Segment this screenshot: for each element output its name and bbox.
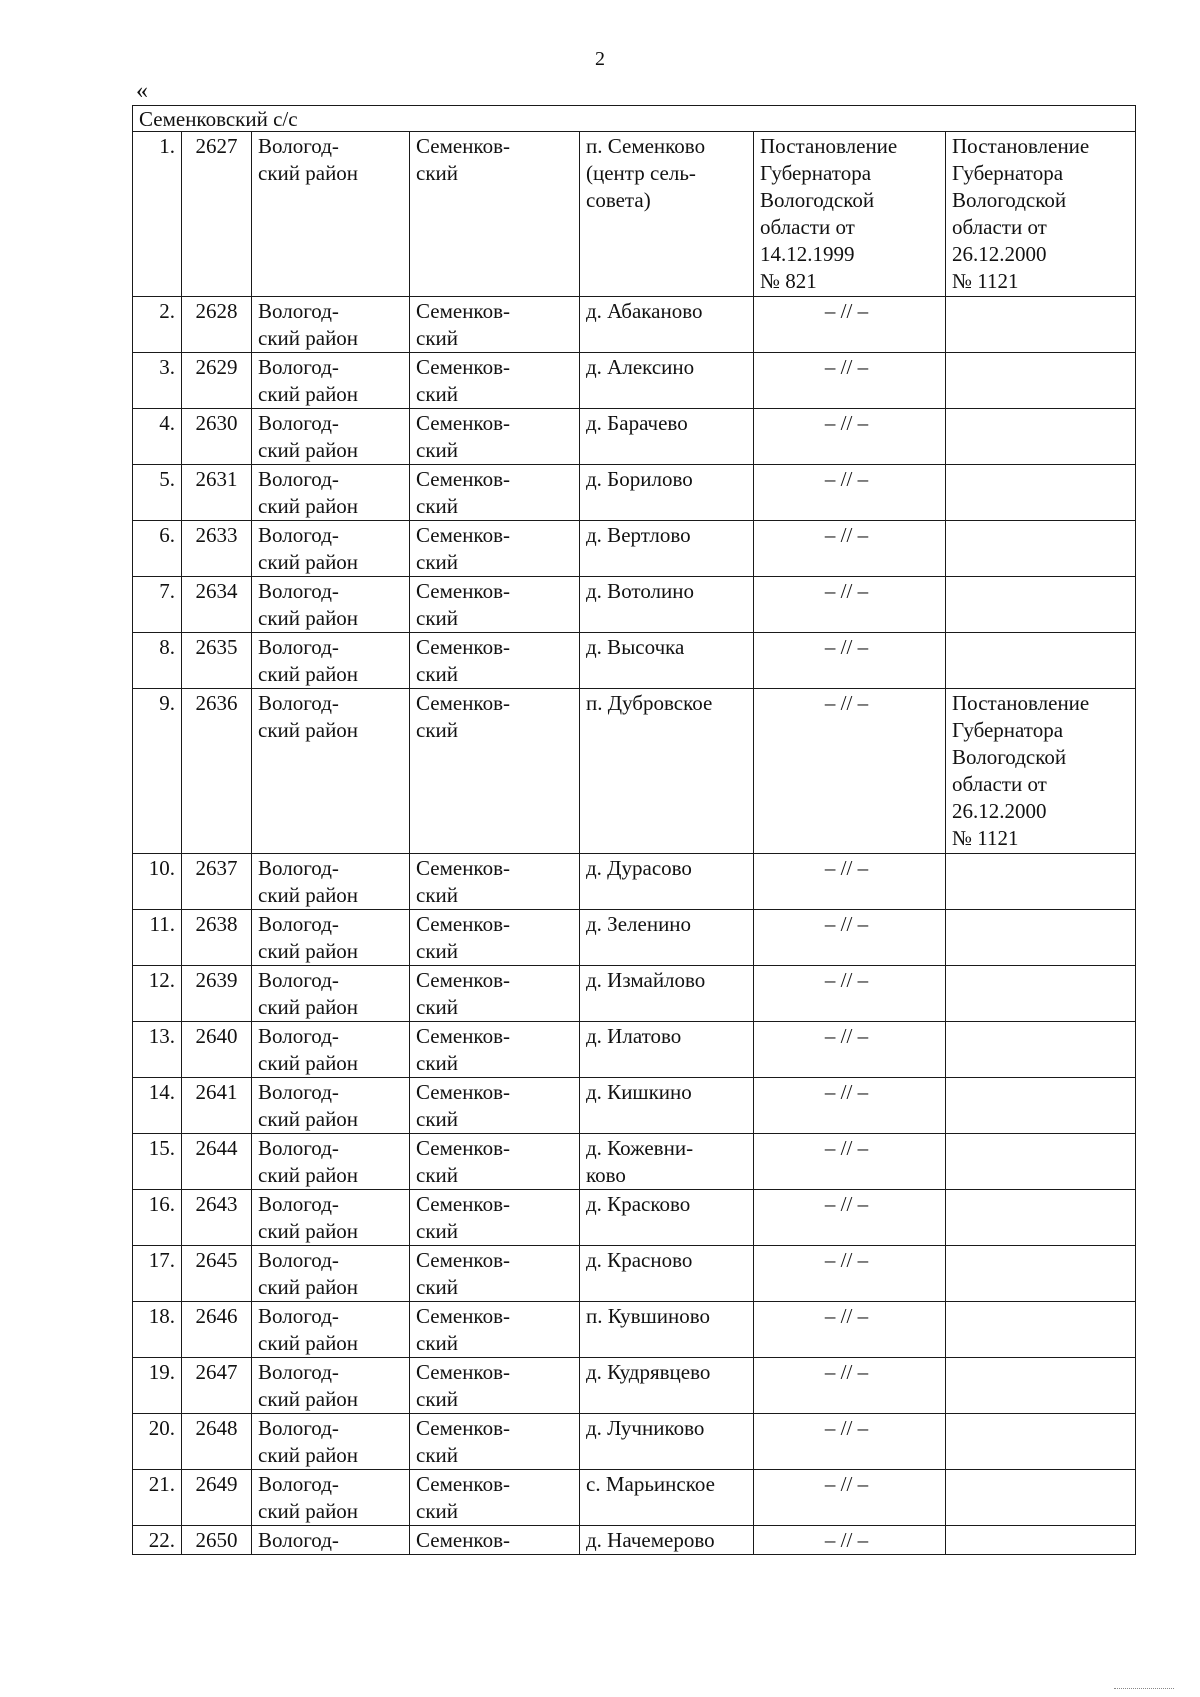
settlement-code: 2634 [182,577,252,633]
row-number: 8. [133,633,182,689]
establishing-document: – // – [754,409,946,465]
settlement-code: 2641 [182,1078,252,1134]
settlement-name: д. Кишкино [580,1078,754,1134]
council-name: Семенков- ский [410,1358,580,1414]
council-name: Семенков- ский [410,966,580,1022]
table-row [133,465,1136,521]
district-name: Вологод- ский район [252,1078,410,1134]
table-row [133,577,1136,633]
settlement-code: 2628 [182,297,252,353]
settlement-code: 2637 [182,854,252,910]
amending-document [946,966,1136,1022]
settlement-code: 2636 [182,689,252,854]
row-number: 18. [133,1302,182,1358]
row-number: 22. [133,1526,182,1555]
district-name: Вологод- ский район [252,633,410,689]
settlement-name: д. Красново [580,1246,754,1302]
district-name: Вологод- ский район [252,910,410,966]
council-name: Семенков- ский [410,297,580,353]
settlement-registry-table [132,105,1136,1555]
council-name: Семенков- ский [410,689,580,854]
amending-document [946,1302,1136,1358]
district-name: Вологод- ский район [252,409,410,465]
district-name: Вологод- ский район [252,1190,410,1246]
establishing-document: – // – [754,1302,946,1358]
district-name: Вологод- ский район [252,854,410,910]
settlement-name: п. Дубровское [580,689,754,854]
district-name: Вологод- ский район [252,966,410,1022]
council-name: Семенков- ский [410,854,580,910]
establishing-document: – // – [754,1078,946,1134]
row-number: 3. [133,353,182,409]
establishing-document: – // – [754,854,946,910]
district-name: Вологод- [252,1526,410,1555]
row-number: 16. [133,1190,182,1246]
establishing-document: – // – [754,1358,946,1414]
district-name: Вологод- ский район [252,1302,410,1358]
row-number: 11. [133,910,182,966]
table-row [133,1526,1136,1555]
council-name: Семенков- ский [410,1302,580,1358]
amending-document [946,1470,1136,1526]
district-name: Вологод- ский район [252,1358,410,1414]
settlement-name: д. Кожевни- ково [580,1134,754,1190]
row-number: 6. [133,521,182,577]
row-number: 21. [133,1470,182,1526]
establishing-document: Постановление Губернатора Вологодской области от 14.12.1999 № 821 [754,132,946,297]
establishing-document: – // – [754,577,946,633]
row-number: 15. [133,1134,182,1190]
table-row [133,1302,1136,1358]
establishing-document: – // – [754,353,946,409]
district-name: Вологод- ский район [252,521,410,577]
registry-body [133,106,1136,1555]
settlement-code: 2646 [182,1302,252,1358]
amending-document [946,521,1136,577]
row-number: 9. [133,689,182,854]
amending-document: Постановление Губернатора Вологодской области от 26.12.2000 № 1121 [946,689,1136,854]
amending-document [946,1358,1136,1414]
row-number: 5. [133,465,182,521]
council-name: Семенков- ский [410,353,580,409]
settlement-code: 2650 [182,1526,252,1555]
amending-document [946,577,1136,633]
settlement-name: с. Марьинское [580,1470,754,1526]
establishing-document: – // – [754,1134,946,1190]
amending-document [946,854,1136,910]
opening-quote-mark: « [136,78,148,104]
row-number: 10. [133,854,182,910]
settlement-code: 2629 [182,353,252,409]
row-number: 4. [133,409,182,465]
council-name: Семенков- [410,1526,580,1555]
scan-artifact [1114,1688,1174,1693]
row-number: 17. [133,1246,182,1302]
establishing-document: – // – [754,1246,946,1302]
settlement-name: д. Вотолино [580,577,754,633]
establishing-document: – // – [754,633,946,689]
amending-document [946,1078,1136,1134]
settlement-name: д. Начемерово [580,1526,754,1555]
page-number: 2 [595,48,605,70]
council-name: Семенков- ский [410,521,580,577]
establishing-document: – // – [754,1022,946,1078]
establishing-document: – // – [754,1470,946,1526]
row-number: 14. [133,1078,182,1134]
amending-document [946,1022,1136,1078]
table-row [133,910,1136,966]
district-name: Вологод- ский район [252,1134,410,1190]
settlement-name: д. Высочка [580,633,754,689]
establishing-document: – // – [754,1526,946,1555]
amending-document [946,1526,1136,1555]
settlement-name: д. Дурасово [580,854,754,910]
table-row [133,409,1136,465]
council-name: Семенков- ский [410,1022,580,1078]
row-number: 19. [133,1358,182,1414]
council-name: Семенков- ский [410,465,580,521]
district-name: Вологод- ский район [252,1470,410,1526]
amending-document [946,465,1136,521]
table-row [133,1190,1136,1246]
row-number: 20. [133,1414,182,1470]
settlement-name: д. Измайлово [580,966,754,1022]
settlement-name: д. Абаканово [580,297,754,353]
settlement-name: д. Борилово [580,465,754,521]
row-number: 12. [133,966,182,1022]
settlement-code: 2643 [182,1190,252,1246]
settlement-name: д. Красково [580,1190,754,1246]
amending-document [946,409,1136,465]
amending-document [946,1246,1136,1302]
council-name: Семенков- ский [410,633,580,689]
district-name: Вологод- ский район [252,353,410,409]
district-name: Вологод- ский район [252,689,410,854]
section-title: Семенковский с/с [133,106,1136,132]
council-name: Семенков- ский [410,1246,580,1302]
settlement-code: 2644 [182,1134,252,1190]
table-row [133,521,1136,577]
council-name: Семенков- ский [410,910,580,966]
settlement-code: 2638 [182,910,252,966]
table-row [133,966,1136,1022]
table-row [133,1078,1136,1134]
settlement-code: 2645 [182,1246,252,1302]
establishing-document: – // – [754,297,946,353]
council-name: Семенков- ский [410,409,580,465]
district-name: Вологод- ский район [252,1246,410,1302]
row-number: 2. [133,297,182,353]
amending-document [946,297,1136,353]
establishing-document: – // – [754,465,946,521]
district-name: Вологод- ский район [252,132,410,297]
establishing-document: – // – [754,521,946,577]
table-row [133,1414,1136,1470]
table-row [133,1134,1136,1190]
table-row [133,353,1136,409]
settlement-name: д. Лучниково [580,1414,754,1470]
section-header-row [133,106,1136,132]
row-number: 1. [133,132,182,297]
settlement-code: 2640 [182,1022,252,1078]
council-name: Семенков- ский [410,1190,580,1246]
establishing-document: – // – [754,1414,946,1470]
establishing-document: – // – [754,689,946,854]
amending-document [946,910,1136,966]
establishing-document: – // – [754,966,946,1022]
amending-document [946,353,1136,409]
settlement-name: д. Кудрявцево [580,1358,754,1414]
table-row [133,854,1136,910]
amending-document [946,633,1136,689]
settlement-code: 2633 [182,521,252,577]
settlement-code: 2630 [182,409,252,465]
settlement-name: д. Илатово [580,1022,754,1078]
table-row [133,633,1136,689]
amending-document [946,1134,1136,1190]
establishing-document: – // – [754,1190,946,1246]
amending-document: Постановление Губернатора Вологодской области от 26.12.2000 № 1121 [946,132,1136,297]
district-name: Вологод- ский район [252,577,410,633]
settlement-name: п. Кувшиново [580,1302,754,1358]
settlement-code: 2648 [182,1414,252,1470]
settlement-name: п. Семенково (центр сель- совета) [580,132,754,297]
council-name: Семенков- ский [410,1414,580,1470]
settlement-code: 2647 [182,1358,252,1414]
establishing-document: – // – [754,910,946,966]
district-name: Вологод- ский район [252,1414,410,1470]
amending-document [946,1190,1136,1246]
council-name: Семенков- ский [410,1078,580,1134]
settlement-name: д. Зеленино [580,910,754,966]
table-row [133,1358,1136,1414]
row-number: 13. [133,1022,182,1078]
settlement-code: 2631 [182,465,252,521]
table-row [133,297,1136,353]
district-name: Вологод- ский район [252,465,410,521]
council-name: Семенков- ский [410,577,580,633]
settlement-code: 2649 [182,1470,252,1526]
district-name: Вологод- ский район [252,1022,410,1078]
table-row [133,1470,1136,1526]
district-name: Вологод- ский район [252,297,410,353]
council-name: Семенков- ский [410,1470,580,1526]
council-name: Семенков- ский [410,132,580,297]
table-row [133,1022,1136,1078]
settlement-name: д. Барачево [580,409,754,465]
settlement-code: 2635 [182,633,252,689]
table-row [133,1246,1136,1302]
settlement-name: д. Алексино [580,353,754,409]
settlement-code: 2639 [182,966,252,1022]
row-number: 7. [133,577,182,633]
table-row [133,689,1136,854]
settlement-name: д. Вертлово [580,521,754,577]
council-name: Семенков- ский [410,1134,580,1190]
table-row [133,132,1136,297]
amending-document [946,1414,1136,1470]
settlement-code: 2627 [182,132,252,297]
